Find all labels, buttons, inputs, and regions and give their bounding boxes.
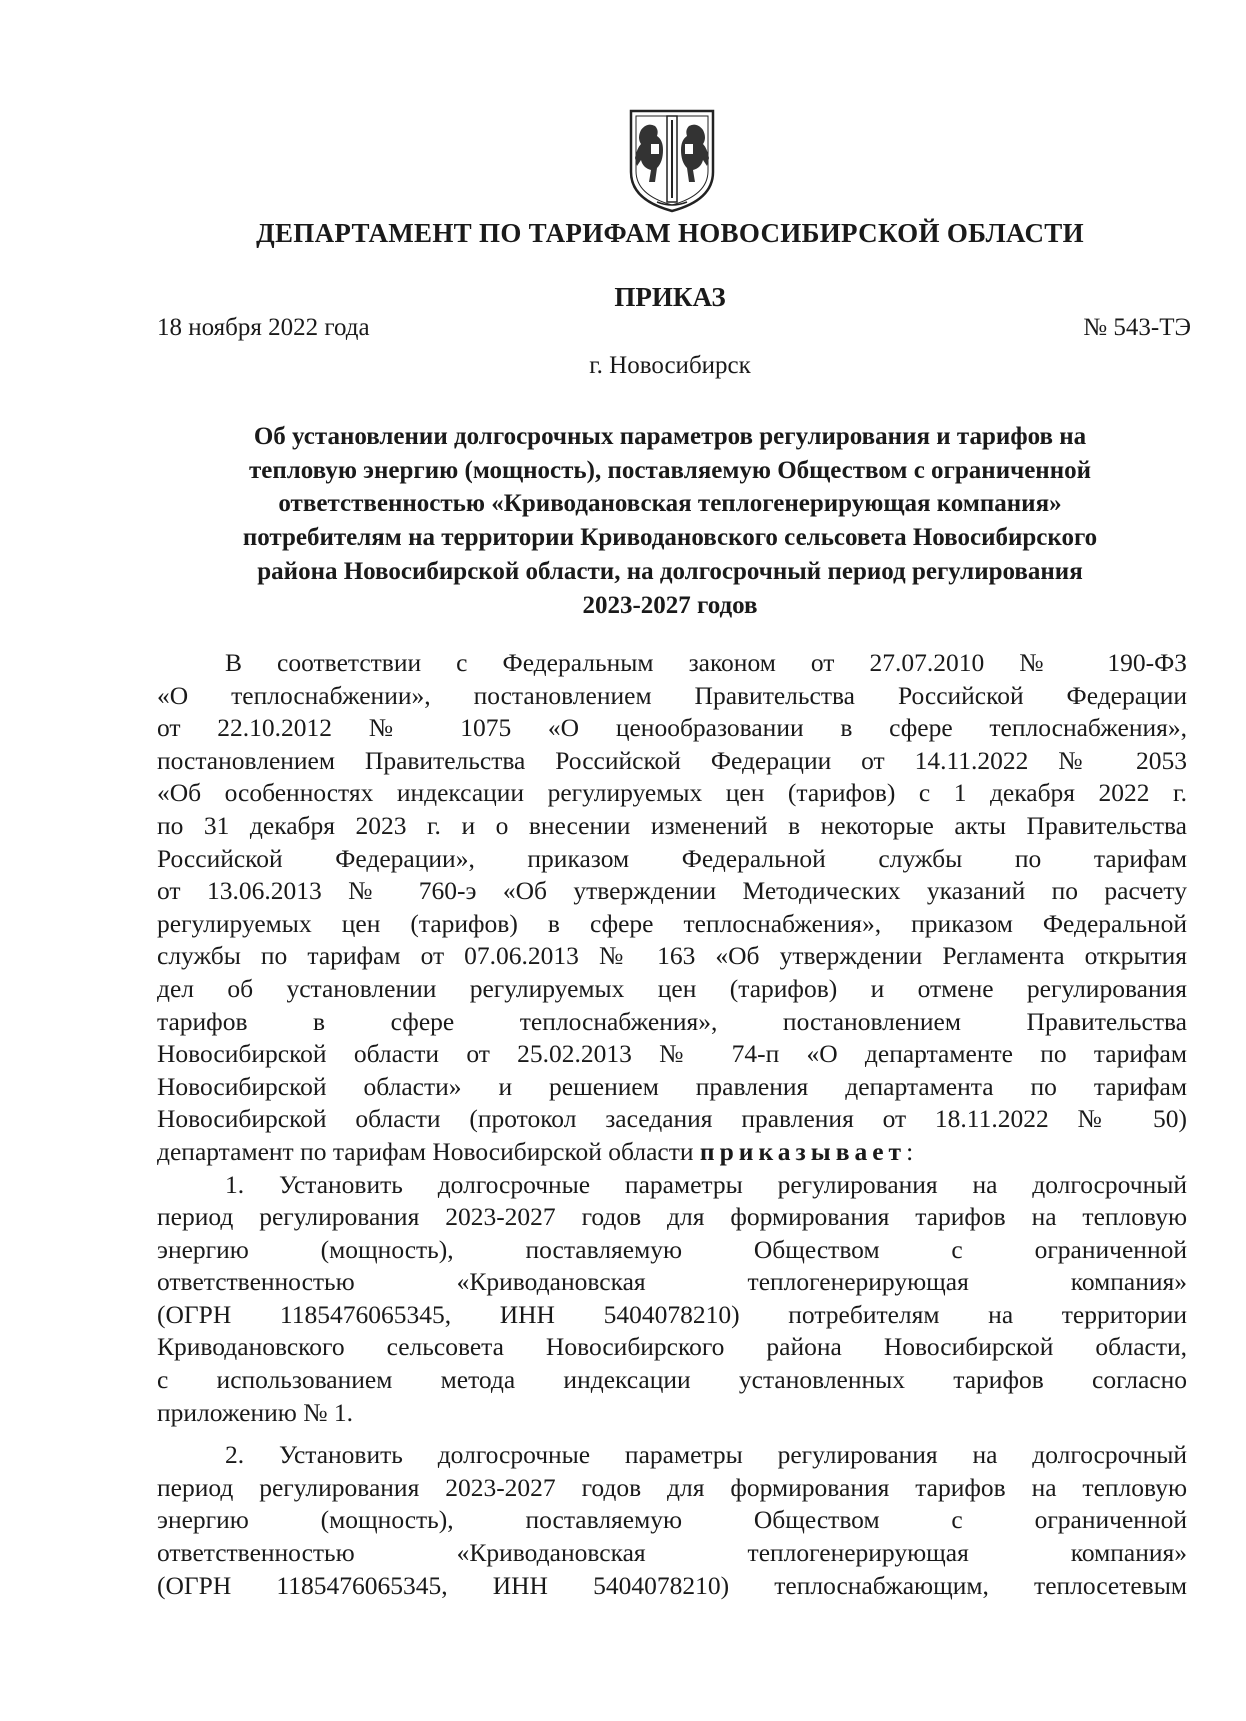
order-date: 18 ноября 2022 года	[157, 314, 370, 341]
item-line: энергию (мощность), поставляемую Обществом с ограниченной	[157, 1234, 1187, 1264]
preamble-line: по 31 декабря 2023 г. и о внесении изменений в некоторые акты Правительства	[157, 810, 1187, 840]
item-line: период регулирования 2023-2027 годов для формирования тарифов на тепловую	[157, 1202, 1187, 1232]
preamble-line: регулируемых цен (тарифов) в сфере теплоснабжения», приказом Федеральной	[157, 908, 1187, 938]
item-line: энергию (мощность), поставляемую Обществом с ограниченной	[157, 1505, 1187, 1535]
item-1-paragraph	[157, 1169, 1187, 1430]
item-line: Криводановского сельсовета Новосибирского района Новосибирской области,	[157, 1332, 1187, 1362]
subject-line: потребителям на территории Криводановского сельсовета Новосибирского	[242, 524, 1098, 552]
item-line: (ОГРН 1185476065345, ИНН 5404078210) теплоснабжающим, теплосетевым	[157, 1570, 1187, 1600]
item-line: период регулирования 2023-2027 годов для формирования тарифов на тепловую	[157, 1472, 1187, 1502]
item-line: 1. Установить долгосрочные параметры регулирования на долгосрочный	[225, 1169, 1187, 1199]
order-number: № 543-ТЭ	[1083, 314, 1191, 341]
order-line	[157, 1136, 1187, 1169]
preamble-line: от 13.06.2013 № 760-э «Об утверждении Методических указаний по расчету	[157, 876, 1187, 906]
preamble-line: дел об установлении регулируемых цен (тарифов) и отмене регулирования	[157, 973, 1187, 1003]
order-city: г. Новосибирск	[589, 352, 751, 379]
preamble-line: тарифов в сфере теплоснабжения», постановлением Правительства	[157, 1006, 1187, 1036]
preamble-line: Российской Федерации», приказом Федеральной службы по тарифам	[157, 843, 1187, 873]
preamble-line: от 22.10.2012 № 1075 «О ценообразовании в сфере теплоснабжения»,	[157, 713, 1187, 743]
item-line: 2. Установить долгосрочные параметры регулирования на долгосрочный	[225, 1440, 1187, 1470]
preamble-line: Новосибирской области (протокол заседания правления от 18.11.2022 № 50)	[157, 1104, 1187, 1134]
subject-line: 2023-2027 годов	[582, 591, 758, 619]
preamble-line: постановлением Правительства Российской Федерации от 14.11.2022 № 2053	[157, 745, 1187, 775]
subject-line: Об установлении долгосрочных параметров регулирования и тарифов на	[253, 423, 1087, 450]
item-line: ответственностью «Криводановская теплогенерирующая компания»	[157, 1538, 1187, 1568]
preamble-line: В соответствии с Федеральным законом от 27.07.2010 № 190-ФЗ	[225, 648, 1187, 677]
preamble-line: Новосибирской области от 25.02.2013 № 74-п «О департаменте по тарифам	[157, 1039, 1187, 1069]
document-type: ПРИКАЗ	[614, 282, 726, 312]
preamble-line: службы по тарифам от 07.06.2013 № 163 «Об утверждении Регламента открытия	[157, 941, 1187, 971]
order-colon: :	[906, 1136, 914, 1166]
item-line: приложению № 1.	[157, 1397, 354, 1427]
order-subject	[150, 420, 1190, 622]
item-line: с использованием метода индексации установленных тарифов согласно	[157, 1365, 1187, 1395]
order-line-prefix: департамент по тарифам Новосибирской области	[157, 1136, 694, 1166]
preamble-paragraph	[157, 647, 1187, 1169]
item-line: (ОГРН 1185476065345, ИНН 5404078210) потребителям на территории	[157, 1299, 1187, 1329]
agency-name: ДЕПАРТАМЕНТ ПО ТАРИФАМ НОВОСИБИРСКОЙ ОБЛАСТИ	[256, 218, 1084, 248]
subject-line: ответственностью «Криводановская теплогенерирующая компания»	[278, 490, 1062, 518]
item-2-paragraph	[157, 1439, 1187, 1602]
subject-line: района Новосибирской области, на долгосрочный период регулирования	[257, 557, 1083, 585]
preamble-line: Новосибирской области» и решением правления департамента по тарифам	[157, 1071, 1187, 1101]
subject-line: тепловую энергию (мощность), поставляемую Обществом с ограниченной	[248, 456, 1092, 484]
order-body	[157, 647, 1187, 1602]
order-word: приказывает	[699, 1136, 907, 1166]
preamble-line: «Об особенностях индексации регулируемых цен (тарифов) с 1 декабря 2022 г.	[157, 778, 1187, 808]
item-line: ответственностью «Криводановская теплогенерирующая компания»	[157, 1267, 1187, 1297]
coat-of-arms-icon	[627, 108, 717, 214]
preamble-line: «О теплоснабжении», постановлением Правительства Российской Федерации	[157, 680, 1187, 710]
